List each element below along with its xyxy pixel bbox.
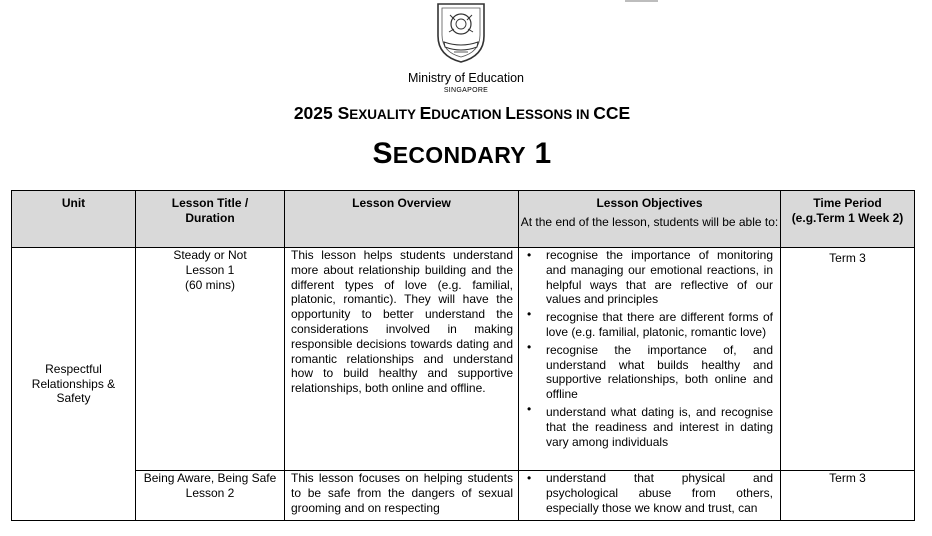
col-header-lesson-title: Lesson Title / Duration (136, 191, 285, 248)
lesson-overview-cell: This lesson focuses on helping students to be safe from the dangers of sexual grooming and on respecting (285, 471, 519, 521)
lesson-title-cell (136, 471, 285, 521)
lesson-objectives-cell (519, 471, 781, 521)
objective-item: • understand what dating is, and recognise that the readiness and interest in dating vary among individuals (527, 401, 773, 449)
title-year: 2025 (293, 103, 338, 123)
objective-item: • recognise the importance of monitoring and managing our emotional reactions, in helpful ways that are reflective of our values and principles (527, 248, 773, 307)
title-word: CCE (593, 103, 631, 123)
table-row (12, 471, 915, 521)
level-title: SECONDARY 1 (372, 137, 552, 170)
col-header-time-period: Time Period (e.g.Term 1 Week 2) (781, 191, 915, 248)
table-header-row (12, 191, 915, 248)
lesson-title: Steady or Not (173, 248, 247, 262)
lesson-overview-cell: This lesson helps students understand more about relationship building and the different types of love (e.g. familial, platonic, romantic). They will have the opportunity to better understand the considerations involved in making responsible decisions towards dating and romantic relationships and understand how to build healthy and supportive relationships, both online and offline. (285, 248, 519, 471)
lesson-number: Lesson 1 (185, 263, 235, 277)
document-title (0, 103, 924, 124)
top-edge-line (625, 0, 658, 2)
lesson-objectives-cell (519, 248, 781, 471)
objective-item: • recognise the importance of, and understand what builds healthy and supportive relationships, both online and offline (527, 339, 773, 402)
col-header-objectives: Lesson Objectives At the end of the lesson, students will be able to: (519, 191, 781, 248)
title-word: SEXUALITY (337, 103, 420, 123)
time-period-cell: Term 3 (781, 471, 915, 521)
objective-item: • recognise that there are different forms of love (e.g. familial, platonic, romantic love) (527, 307, 773, 339)
lesson-title-cell (136, 248, 285, 471)
lesson-number: Lesson 2 (185, 486, 235, 500)
col-header-overview: Lesson Overview (285, 191, 519, 248)
lesson-duration: (60 mins) (184, 278, 235, 292)
time-period-cell: Term 3 (781, 248, 915, 471)
lessons-table (11, 190, 915, 521)
objective-item: • understand that physical and psychological abuse from others, especially those we know and trust, can (527, 471, 773, 515)
ministry-country: SINGAPORE (443, 87, 489, 94)
table-row (12, 248, 915, 471)
ministry-name: Ministry of Education (407, 71, 525, 85)
lesson-title: Being Aware, Being Safe (143, 471, 277, 485)
title-word: LESSONS IN (505, 103, 594, 123)
unit-cell: Respectful Relationships & Safety (12, 248, 136, 521)
title-word: EDUCATION (419, 103, 506, 123)
col-header-unit: Unit (12, 191, 136, 248)
moe-crest-logo (430, 0, 492, 64)
